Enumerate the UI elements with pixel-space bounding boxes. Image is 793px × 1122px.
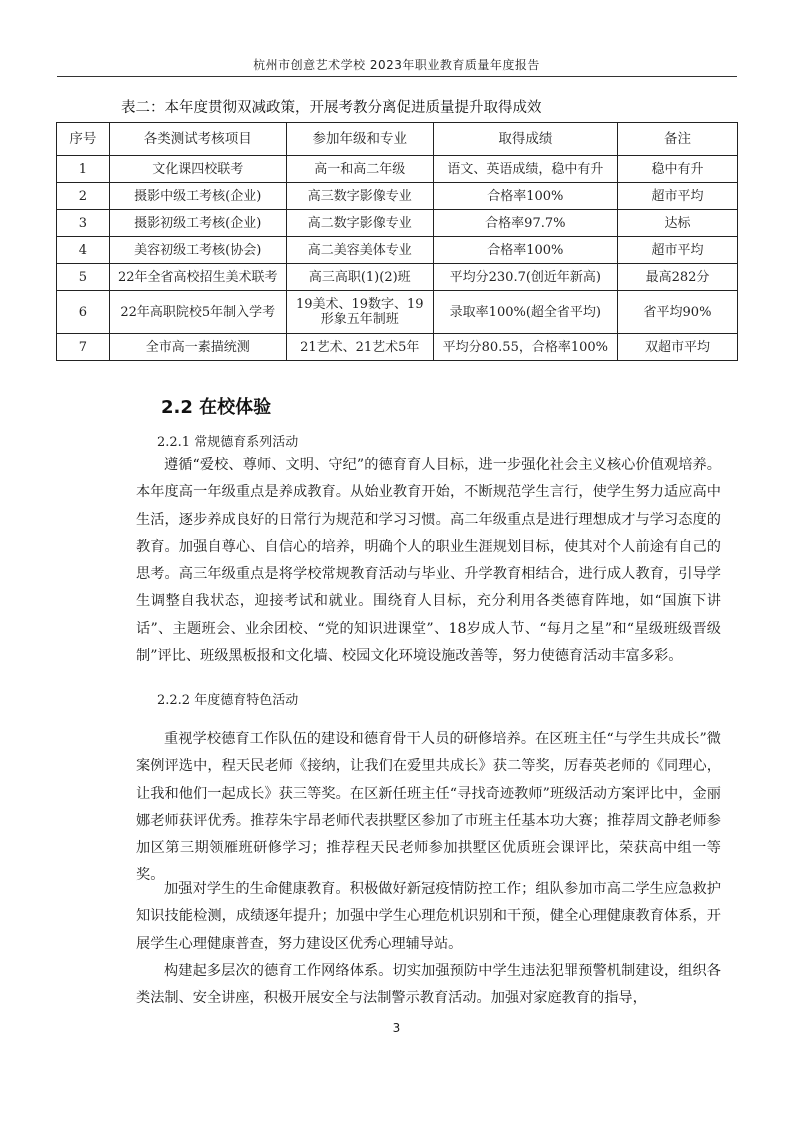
paragraph-staff-training: 重视学校德育工作队伍的建设和德育骨干人员的研修培养。在区班主任“与学生共成长”微案例评选中，程天民老师《接纳，让我们在爱里共成长》获二等奖，厉春英老师的《同理心，让我和他们一起成长》获三等奖。在区新任班主任“寻找奇迹教师”班级活动方案评比中，金丽娜老师获评优秀。推荐朱宇昂老师代表拱墅区参加了市班主任基本功大赛；推荐周文静老师参加区第三期领雁班研修学习；推荐程天民老师参加拱墅区优质班会课评比，荣获高中组一等奖。 bbox=[136, 731, 721, 884]
cell-item: 22年全省高校招生美术联考 bbox=[109, 264, 286, 291]
cell-index: 5 bbox=[57, 264, 110, 291]
cell-grade: 高三高职(1)(2)班 bbox=[286, 264, 433, 291]
cell-result: 录取率100%(超全省平均) bbox=[433, 291, 617, 334]
table-row bbox=[57, 264, 738, 291]
col-header-item: 各类测试考核项目 bbox=[109, 123, 286, 156]
cell-note: 稳中有升 bbox=[617, 156, 737, 183]
cell-index: 7 bbox=[57, 334, 110, 361]
table-row bbox=[57, 183, 738, 210]
col-header-result: 取得成绩 bbox=[433, 123, 617, 156]
cell-result: 合格率97.7% bbox=[433, 210, 617, 237]
cell-item: 摄影初级工考核(企业) bbox=[109, 210, 286, 237]
paragraph-network-system: 构建起多层次的德育工作网络体系。切实加强预防中学生违法犯罪预警机制建设，组织各类法制、安全讲座，积极开展安全与法制警示教育活动。加强对家庭教育的指导， bbox=[136, 963, 721, 1007]
cell-result: 合格率100% bbox=[433, 183, 617, 210]
cell-grade: 高三数字影像专业 bbox=[286, 183, 433, 210]
cell-result: 平均分230.7(创近年新高) bbox=[433, 264, 617, 291]
table-caption: 表二：本年度贯彻双减政策，开展考教分离促进质量提升取得成效 bbox=[121, 100, 542, 116]
cell-note: 超市平均 bbox=[617, 237, 737, 264]
cell-grade: 21艺术、21艺术5年 bbox=[286, 334, 433, 361]
col-header-note: 备注 bbox=[617, 123, 737, 156]
cell-item: 摄影中级工考核(企业) bbox=[109, 183, 286, 210]
cell-note: 最高282分 bbox=[617, 264, 737, 291]
table-row bbox=[57, 237, 738, 264]
paragraph-health-education: 加强对学生的生命健康教育。积极做好新冠疫情防控工作；组队参加市高二学生应急救护知识技能检测，成绩逐年提升；加强中学生心理危机识别和干预，健全心理健康教育体系，开展学生心理健康普查，努力建设区优秀心理辅导站。 bbox=[136, 881, 721, 952]
page-header: 杭州市创意艺术学校 2023年职业教育质量年度报告 bbox=[253, 58, 540, 72]
paragraph-routine-activities: 遵循“爱校、尊师、文明、守纪”的德育育人目标，进一步强化社会主义核心价值观培养。本年度高一年级重点是养成教育。从始业教育开始，不断规范学生言行，使学生努力适应高中生活，逐步养成良好的日常行为规范和学习习惯。高二年级重点是进行理想成才与学习态度的教育。加强自尊心、自信心的培养，明确个人的职业生涯规划目标，使其对个人前途有自己的思考。高三年级重点是将学校常规教育活动与毕业、升学教育相结合，进行成人教育，引导学生调整自我状态，迎接考试和就业。围绕育人目标，充分利用各类德育阵地，如“国旗下讲话”、主题班会、业余团校、“党的知识进课堂”、18岁成人节、“每月之星”和“星级班级晋级制”评比、班级黑板报和文化墙、校园文化环境设施改善等，努力使德育活动丰富多彩。 bbox=[136, 457, 721, 665]
cell-index: 6 bbox=[57, 291, 110, 334]
cell-item: 文化课四校联考 bbox=[109, 156, 286, 183]
header-divider bbox=[57, 76, 737, 77]
cell-index: 3 bbox=[57, 210, 110, 237]
cell-result: 语文、英语成绩，稳中有升 bbox=[433, 156, 617, 183]
table-row bbox=[57, 156, 738, 183]
cell-item: 美容初级工考核(协会) bbox=[109, 237, 286, 264]
page-number: 3 bbox=[392, 1021, 401, 1035]
cell-note: 省平均90% bbox=[617, 291, 737, 334]
cell-index: 1 bbox=[57, 156, 110, 183]
cell-item: 全市高一素描统测 bbox=[109, 334, 286, 361]
cell-grade: 19美术、19数字、19形象五年制班 bbox=[286, 291, 433, 334]
table-header-row bbox=[57, 123, 738, 156]
col-header-index: 序号 bbox=[57, 123, 110, 156]
cell-grade: 高二美容美体专业 bbox=[286, 237, 433, 264]
col-header-grade: 参加年级和专业 bbox=[286, 123, 433, 156]
cell-note: 达标 bbox=[617, 210, 737, 237]
subsection-title-1: 2.2.1 常规德育系列活动 bbox=[157, 435, 299, 450]
table-row bbox=[57, 291, 738, 334]
cell-index: 2 bbox=[57, 183, 110, 210]
subsection-title-2: 2.2.2 年度德育特色活动 bbox=[157, 693, 299, 708]
results-table bbox=[56, 122, 738, 361]
table-row bbox=[57, 210, 738, 237]
cell-result: 合格率100% bbox=[433, 237, 617, 264]
cell-item: 22年高职院校5年制入学考 bbox=[109, 291, 286, 334]
cell-result: 平均分80.55，合格率100% bbox=[433, 334, 617, 361]
cell-index: 4 bbox=[57, 237, 110, 264]
cell-note: 超市平均 bbox=[617, 183, 737, 210]
cell-note: 双超市平均 bbox=[617, 334, 737, 361]
table-row bbox=[57, 334, 738, 361]
cell-grade: 高一和高二年级 bbox=[286, 156, 433, 183]
cell-grade: 高二数字影像专业 bbox=[286, 210, 433, 237]
section-title: 2.2 在校体验 bbox=[161, 397, 272, 418]
